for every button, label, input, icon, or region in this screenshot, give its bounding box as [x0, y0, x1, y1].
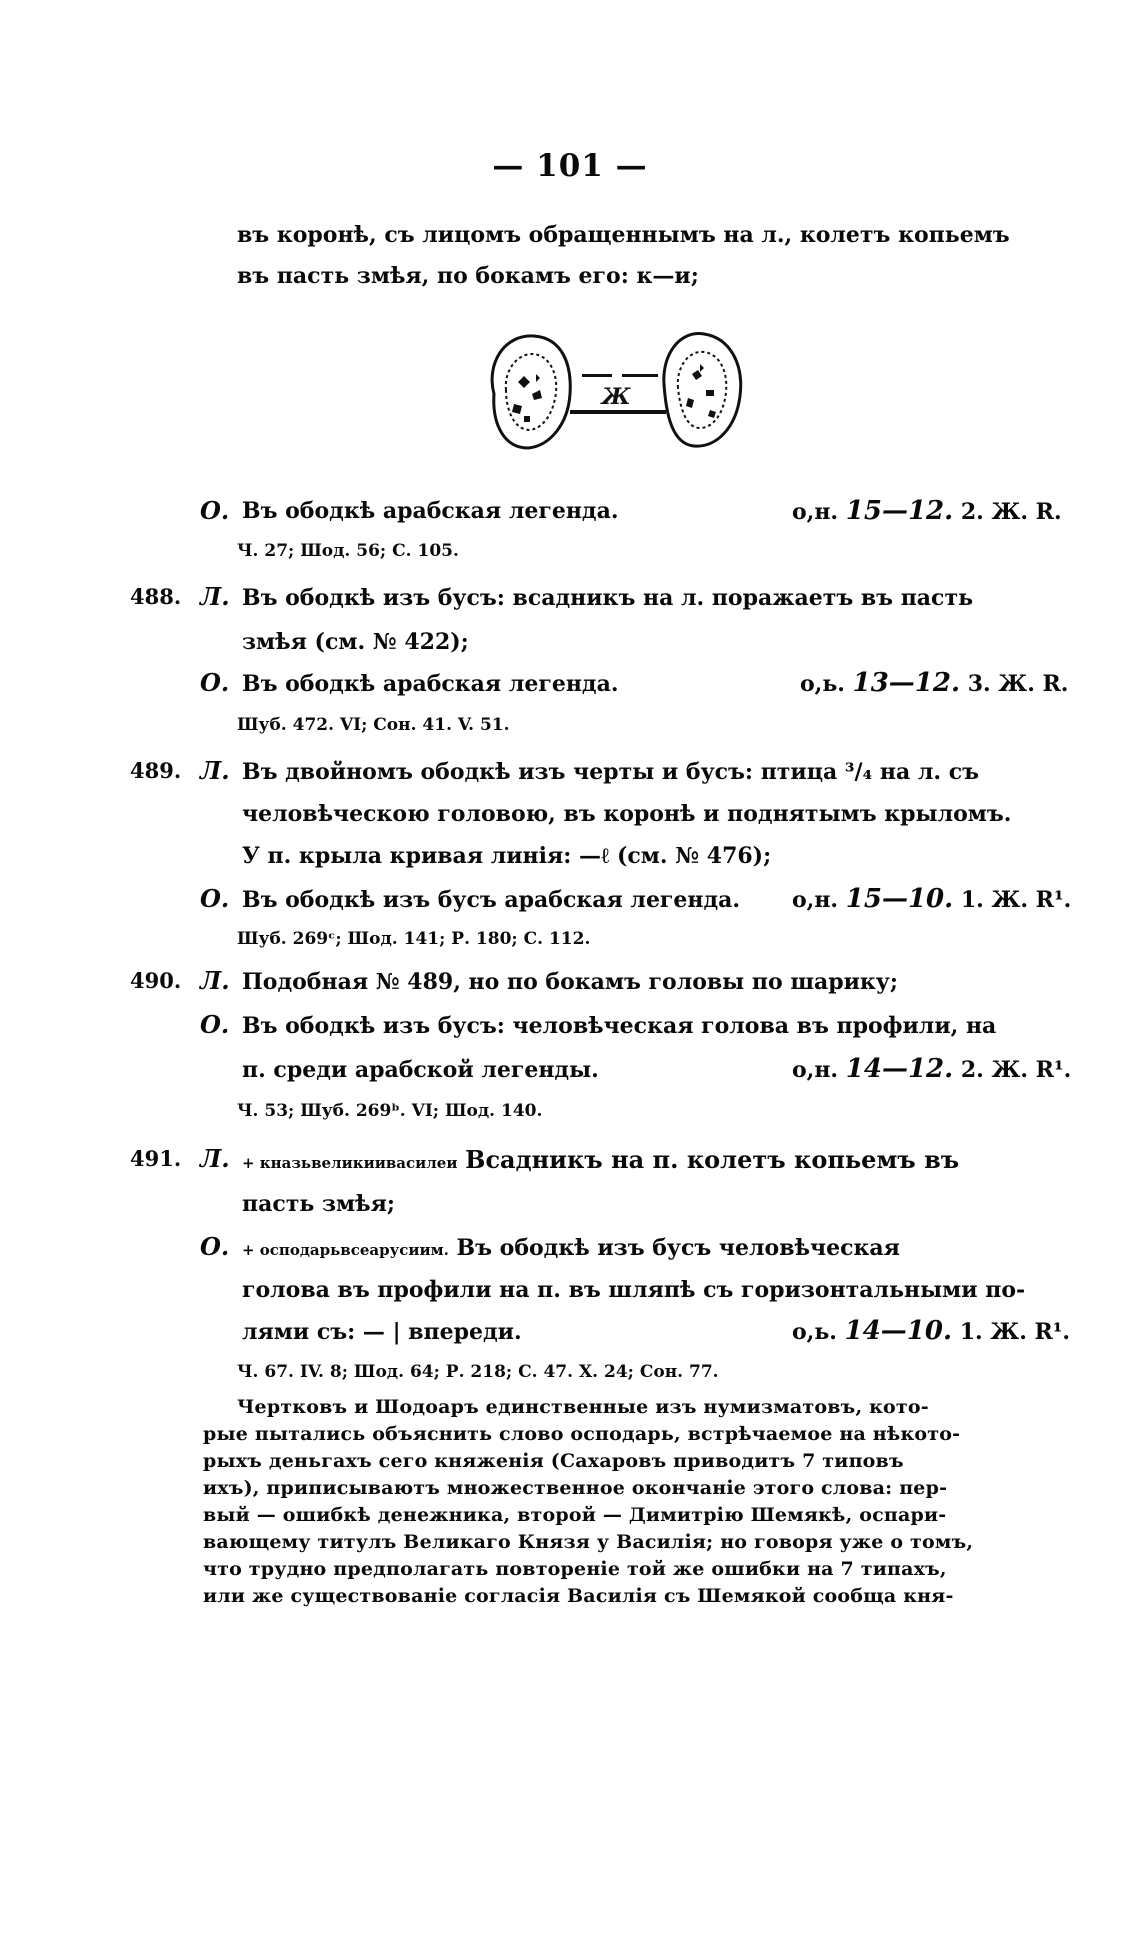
entry-3-reverse-label: О. — [200, 1010, 230, 1039]
commentary-line-4: ихъ), приписываютъ множественное окончаніе этого слова: пер- — [203, 1477, 948, 1499]
entry-4-obverse-label: Л. — [200, 1144, 230, 1173]
entry-1-obverse-label: Л. — [200, 582, 230, 611]
entry-1-reverse-label: О. — [200, 668, 230, 697]
entry-4-reverse-line-2: голова въ профили на п. въ шляпѣ съ горизонтальными по- — [242, 1277, 1026, 1303]
entry-3-measure: о,н. 14—12. 2. Ж. R¹. — [792, 1054, 1072, 1084]
entry-4-reverse-text: Въ ободкѣ изъ бусъ человѣческая — [456, 1235, 900, 1261]
commentary-line-3: рыхъ деньгахъ сего княженія (Сахаровъ приводитъ 7 типовъ — [203, 1450, 904, 1472]
entry-3-number: 490. — [130, 968, 182, 993]
entry-2-number: 489. — [130, 758, 182, 783]
entry-4-obverse-line-2: пасть змѣя; — [242, 1191, 395, 1217]
entry-3-reverse-line-1: Въ ободкѣ изъ бусъ: человѣческая голова въ профили, на — [242, 1013, 997, 1039]
coin-illustration — [474, 324, 754, 460]
entry-4-reverse-label: О. — [200, 1232, 230, 1261]
entry-4-number: 491. — [130, 1146, 182, 1171]
entry-4-reverse-line-1 — [242, 1234, 900, 1264]
entry-0-reverse-text: Въ ободкѣ арабская легенда. — [242, 498, 619, 524]
commentary-line-8: или же существованіе согласія Василія съ Шемякой сообща кня- — [203, 1585, 954, 1607]
page-number: — 101 — — [492, 148, 648, 184]
entry-2-obverse-label: Л. — [200, 756, 230, 785]
entry-2-obverse-line-3: У п. крыла кривая линія: —ℓ (см. № 476); — [242, 843, 772, 869]
commentary-line-6: вающему титулъ Великаго Князя у Василія; но говоря уже о томъ, — [203, 1531, 974, 1553]
entry-3-obverse-line-1: Подобная № 489, но по бокамъ головы по шарику; — [242, 969, 899, 995]
entry-2-reverse-text: Въ ободкѣ изъ бусъ арабская легенда. — [242, 887, 741, 913]
entry-0-measure: о,н. 15—12. 2. Ж. R. — [792, 496, 1062, 526]
entry-4-obverse-text: Всадникъ на п. колетъ копьемъ въ — [465, 1145, 960, 1174]
entry-1-measure: о,ь. 13—12. 3. Ж. R. — [800, 668, 1069, 698]
figure-center-label: Ж — [601, 384, 631, 410]
intro-line-2: въ пасть змѣя, по бокамъ его: к—и; — [237, 263, 699, 289]
entry-4-reverse-legend: + осподарьвсеарусиим. — [242, 1241, 449, 1259]
entry-2-refs: Шуб. 269ᶜ; Шод. 141; Р. 180; С. 112. — [237, 929, 591, 949]
entry-2-measure: о,н. 15—10. 1. Ж. R¹. — [792, 884, 1072, 914]
entry-4-obverse-legend: + кназьвеликиивасилеи — [242, 1154, 458, 1172]
entry-3-obverse-label: Л. — [200, 966, 230, 995]
entry-2-obverse-line-1: Въ двойномъ ободкѣ изъ черты и бусъ: птица ³/₄ на л. съ — [242, 759, 979, 785]
entry-4-reverse-line-3: лями съ: — | впереди. — [242, 1319, 522, 1345]
entry-4-measure: о,ь. 14—10. 1. Ж. R¹. — [792, 1316, 1071, 1346]
commentary-line-7: что трудно предполагать повтореніе той же ошибки на 7 типахъ, — [203, 1558, 947, 1580]
intro-line-1: въ коронѣ, съ лицомъ обращеннымъ на л., колетъ копьемъ — [237, 222, 1010, 248]
entry-2-reverse-label: О. — [200, 884, 230, 913]
entry-1-reverse-text: Въ ободкѣ арабская легенда. — [242, 671, 619, 697]
entry-1-number: 488. — [130, 584, 182, 609]
entry-1-obverse-line-2: змѣя (см. № 422); — [242, 629, 469, 655]
commentary-line-1: Чертковъ и Шодоаръ единственные изъ нумизматовъ, кото- — [237, 1396, 929, 1418]
commentary-line-5: вый — ошибкѣ денежника, второй — Димитрію Шемякѣ, оспари- — [203, 1504, 947, 1526]
entry-4-obverse-line-1 — [242, 1146, 959, 1177]
entry-2-obverse-line-2: человѣческою головою, въ коронѣ и поднятымъ крыломъ. — [242, 801, 1012, 827]
commentary-line-2: рые пытались объяснить слово осподарь, встрѣчаемое на нѣкото- — [203, 1423, 961, 1445]
entry-3-reverse-line-2: п. среди арабской легенды. — [242, 1057, 599, 1083]
entry-3-refs: Ч. 53; Шуб. 269ᵇ. VI; Шод. 140. — [237, 1101, 543, 1121]
entry-0-reverse-label: О. — [200, 496, 230, 525]
entry-4-refs: Ч. 67. IV. 8; Шод. 64; Р. 218; С. 47. Х. 24; Сон. 77. — [237, 1362, 719, 1382]
entry-1-refs: Шуб. 472. VI; Сон. 41. V. 51. — [237, 715, 510, 735]
entry-1-obverse-line-1: Въ ободкѣ изъ бусъ: всадникъ на л. поражаетъ въ пасть — [242, 585, 974, 611]
entry-0-refs: Ч. 27; Шод. 56; С. 105. — [237, 541, 459, 561]
